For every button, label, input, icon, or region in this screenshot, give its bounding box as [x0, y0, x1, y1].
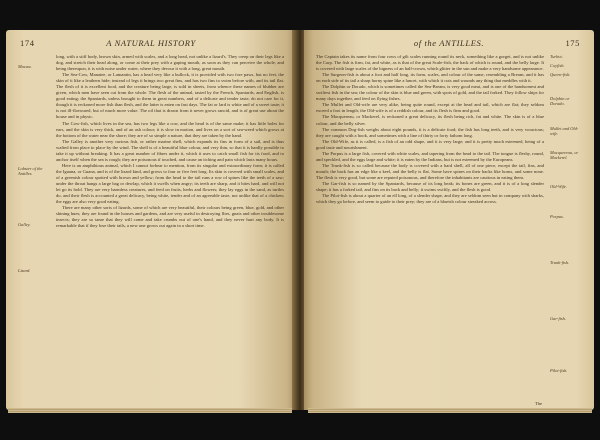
- paragraph: The Mullet and Old-wife are very alike, being quite round, except at the head and tail, which are flat; they seldom exceed a foot in length; the Old-wife is of a reddish colour, and its flesh is firm and good.: [316, 102, 544, 114]
- paragraph: The Pilot-fish is about a quarter of an ell long, of a slender shape, and they are seldom seen but in company with sharks, which they go before, and seem to guide to their prey; they are of a blueish colour streaked across.: [316, 193, 544, 205]
- margin-note: Dolphin or Dorado.: [550, 96, 570, 106]
- paragraph: Here is an amphibious animal, which I cannot forbear to mention, from its singular and extraordinary form; it is called the Iguana, or Guana, and is of the lizard kind, and grows to four or five feet long. Its skin is covered with small scales, and of a greenish colour spotted with brown and yellow; from the head to the tail runs a row of spines like the teeth of a saw; under the throat hangs a large bag or dewlap, which it swells when angry; its teeth are sharp, and it bites hard, and will not let go its hold. They are very harmless creatures, and feed on fruits, herbs and flowers; they lay eggs in the sand, as turtles do, and their flesh is accounted a great delicacy, being white, tender and of an agreeable taste, not unlike that of a chicken; the eggs are also very good eating.: [56, 162, 284, 205]
- margin-note: Turbot.: [550, 54, 563, 59]
- right-fore-edge: [308, 408, 592, 413]
- paragraph: The Captain takes its name from four rows of gilt scales running round its neck, something like a gorget, and is not unlike the Carp. The fish is firm, fat, and white, as is that of the great Scale-fish, the back of which is round, and the belly large. It is covered with large scales of the bigness of an half-crown, which glitter in the sun and make a very handsome appearance.: [316, 54, 544, 72]
- paragraph: The Macquereau, or Mackerel, is reckoned a great delicacy, its flesh being rich, fat and white. The skin is of a blue colour, and the belly silver.: [316, 114, 544, 126]
- paragraph: long, with a stiff body, brown skin, armed with scales, and a long head, not unlike a lizard's. They creep on their legs like a dog, and stretch their head along, or come at their prey with a gaping mouth, as soon as they can perceive the whole, and being thereupon, it is with noise under water, where they devour it with a long, great mouth.: [56, 54, 284, 72]
- left-fore-edge: [8, 408, 292, 413]
- margin-note: Porpus.: [550, 214, 564, 219]
- paragraph: There are many other sorts of lizards, some of which are very beautiful, their colours being green, blue, gold, and other shining hues; they are found in the houses and gardens, and are very useful in destroying flies, gnats and other troublesome insects; they are so tame that they will come and take crumbs out of one's hand, and they never hurt any body. It is remarkable that if they lose their tails, a new one grows out again in a short time.: [56, 205, 284, 229]
- paragraph: The Sea-Cow, Manatee, or Lamantin, has a head very like a bullock, it is provided with two fore paws, but no feet, the skin of it like a leathern hide; instead of legs it brings two great fins, and has two fins to swim before with, and its tail flat. The flesh of it is excellent food, and the creature being large, is sold in sheets, from whence these names of blubber are given, which men have seen cut from the whole. The flesh of the animal, tasted by the French, Spaniards, and English, is good eating; the Spaniards, unless brought to them in great numbers, and of a delicate and tender taste, do not care for it, though it is reckoned more fish than flesh, and the latter is eaten on fast days. The fat or lard is white and of a sweet taste; it is not ill-flavoured, but of much more value. The oil that is drawn from it never grows rancid, and is of great use about the house and in physic.: [56, 72, 284, 120]
- paragraph: The common Dog-fish weighs about eight pounds, it is a delicate food; the fish has long teeth, and is very voracious; they are caught with a hook, and sometimes with a line of thirty or forty fathom long.: [316, 126, 544, 138]
- left-page-header: [20, 38, 282, 50]
- paragraph: The Cow-fish, which lives in the sea, has two legs like a cow, and the head is of the same make; it has little holes for ears, and the skin is very thick, and of an ash colour; it is slow in motion, and lives on a sort of sea-weed which grows at the bottom of the water near the shore; they are of so simple a nature, that they are taken by the hand.: [56, 120, 284, 138]
- margin-note: Macquereau, or Mackerel.: [550, 150, 579, 160]
- margin-note: Old-Wife.: [550, 184, 567, 189]
- right-page: [304, 30, 594, 410]
- margin-note: Lizard.: [18, 268, 31, 273]
- left-page: [6, 30, 296, 410]
- paragraph: The Surgeon-fish is about a foot and half long, its form, scales, and colour of the same, resembling a Bream; and it has on each side of its tail a sharp horny spine like a lancet, with which it cuts and wounds any thing that meddles with it.: [316, 72, 544, 84]
- margin-note: Gar-fish.: [550, 316, 566, 321]
- paragraph: The Gar-fish is so named by the Spaniards, because of its long beak; its bones are green, and it is of a long slender shape; it has a forked tail, and fins on its back and belly; it swims swiftly, and the flesh is good.: [316, 180, 544, 193]
- margin-note: Queen-fish.: [550, 72, 571, 77]
- paragraph: The Porpus is a large fish, covered with white scales, and tapering from the head to the tail. The tongue is fleshy, round, and speckled, and the eggs large and white; it is eaten by the Indians, but is not esteemed by the Europeans.: [316, 150, 544, 162]
- margin-note: Lobster of the Antilles.: [18, 166, 43, 176]
- margin-note: Pilot-fish.: [550, 368, 568, 373]
- paragraph: The Old-Wife, as it is called, is a fish of an odd shape, and it is very large; and it is pretty much esteemed, being of a good taste and nourishment.: [316, 138, 544, 150]
- margin-note: Macaw.: [18, 64, 32, 69]
- margin-note: Trunk-fish.: [550, 260, 570, 265]
- left-running-title: A NATURAL HISTORY: [106, 38, 196, 48]
- paragraph: The Dolphin or Dorado, which is sometimes called the Sea-Bream, is very good meat, and is one of the handsomest and swiftest fish in the sea; the colour of the skin is blue and green, with spots of gold, and the tail forked. They follow ships for many days together, and feed on flying fishes.: [316, 84, 544, 102]
- paragraph: The Galley is another very curious fish, or rather marine shell, which expands its fins in form of a sail, and is thus wafted from place to place by the wind. The shell is of a beautiful blue colour, and very thin, so that it is hardly possible to take it up without breaking. It has a great number of fibres under it, which it uses to catch small fish for its food, and to anchor itself when the sea is rough; they are poisonous if touched, and cause an itching and pain which lasts many hours.: [56, 138, 284, 162]
- paragraph: The Trunk-fish is so called because the body is covered with a hard shell, all of one piece, except the tail, fins, and mouth; the back has an edge like a keel, and the belly is flat. Some have spines on their backs like horns, and some none. The flesh is very good, but some are reputed poisonous, and therefore the inhabitants are cautious in eating them.: [316, 162, 544, 180]
- left-page-number: 174: [20, 38, 35, 48]
- margin-note: Coyfish.: [550, 63, 565, 68]
- margin-note: Mullet and Old-wife.: [550, 126, 579, 136]
- right-page-number: 175: [565, 38, 580, 48]
- right-page-header: [318, 38, 580, 50]
- left-page-body: [56, 54, 284, 400]
- right-page-body: [316, 54, 544, 400]
- catchword: The: [534, 401, 542, 406]
- margin-note: Galley.: [18, 222, 31, 227]
- open-book: [6, 30, 594, 412]
- right-running-title: of the ANTILLES.: [413, 38, 485, 48]
